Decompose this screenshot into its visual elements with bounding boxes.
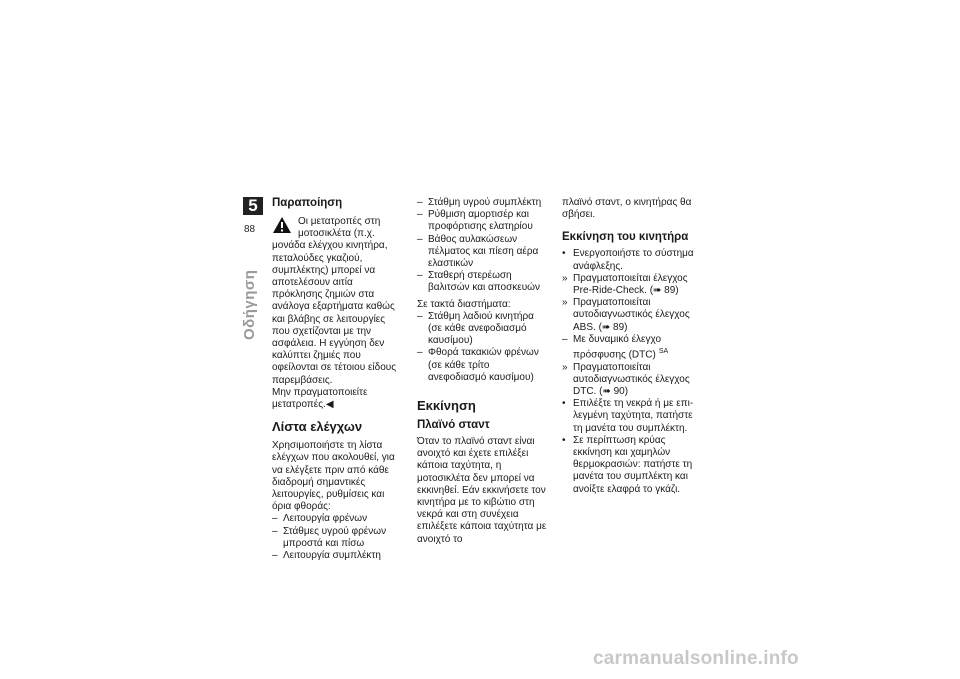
start-heading: Εκκίνηση	[417, 398, 476, 414]
list-item: – Στάθμη λαδιού κινητήρα (σε κάθε ανεφοδιασμό καυσίμου)	[417, 310, 534, 347]
side-stand-text: Όταν το πλαϊνό σταντ είναι ανοιχτό και έχετε επιλέξει κάποια ταχύτητα, η μοτοσικλέτα δεν μπορεί να εκκινηθεί. Εάν εκκινήσετε τον κινητήρα με το κιβώτιο στη νεκρά και στη συνέχεια επιλέξετε κάποια ταχύτητα με ανοιχτό το	[417, 436, 547, 545]
warning-text: Οι μετατροπές στη μοτοσικλέτα (π.χ. μονάδα ελέγχου κινητήρα, πεταλούδες γκαζιού, συμπλέκτης) μπορεί να αποτελέσουν αιτία πρόκλησης ζημιών στα ανάλογα εξαρτήματα καθώς και βλάβης σε λειτουργίες που σχετίζονται με την ασφάλεια. Η εγγύηση δεν καλύπτει ζημιές που οφείλονται σε τέτοιου είδους παρεμβάσεις.	[272, 216, 397, 386]
step-item: » Πραγματοποιείται αυτοδιαγνωστικός έλεγχος DTC. (➠ 90)	[562, 361, 690, 397]
warning-block	[272, 216, 405, 411]
interval-list	[417, 311, 550, 384]
checklist-continued	[417, 197, 550, 295]
optional-equipment-badge: SA	[658, 348, 669, 356]
step-item: • Σε περίπτωση κρύας εκκίνηση και χαμηλών θερμοκρασιών: πατήστε τη μανέτα του συμπλέκτη και ανοίξτε ελαφρά το γκάζι.	[562, 434, 693, 495]
interval-text: Σε τακτά διαστήματα:	[417, 298, 511, 310]
page-number: 88	[244, 224, 256, 235]
step-item: – Με δυναμικό έλεγχο πρόσφυσης (DTC) $^{SA}$	[562, 333, 669, 361]
engine-start-steps	[562, 248, 694, 495]
step-item: • Επιλέξτε τη νεκρά ή με επιλεγμένη ταχύτητα, πατήστε τη μανέτα του συμπλέκτη.	[562, 398, 694, 434]
checklist-intro: Χρησιμοποιήστε τη λίστα ελέγχων που ακολουθεί, για να ελέγξετε πριν από κάθε διαδρομή σημαντικές λειτουργίες, ρυθμίσεις και όρια φθοράς:	[272, 440, 395, 513]
list-item: – Βάθος αυλακώσεων πέλματος και πίεση αέρα ελαστικών	[417, 233, 539, 270]
engine-start-heading: Εκκίνηση του κινητήρα	[562, 231, 689, 244]
warning-closing: Μην πραγματοποιείτε μετατροπές.◀	[272, 386, 368, 411]
list-item: – Στάθμες υγρού φρένων μπροστά και πίσω	[272, 525, 387, 549]
list-item: – Ρύθμιση αμορτισέρ και προφόρτισης ελατηρίου	[417, 209, 533, 233]
checklist	[272, 513, 405, 562]
checklist-heading: Λίστα ελέγχων	[272, 419, 363, 435]
warning-triangle-icon	[272, 216, 292, 234]
list-item: – Στάθμη υγρού συμπλέκτη	[417, 197, 542, 208]
step-item: » Πραγματοποιείται αυτοδιαγνωστικός έλεγχος ABS. (➠ 89)	[562, 297, 690, 333]
list-item: – Φθορά τακακιών φρένων (σε κάθε τρίτο ανεφοδιασμό καυσίμου)	[417, 347, 539, 383]
column-3	[562, 197, 694, 496]
column-1	[272, 197, 405, 562]
chapter-label: Οδήγηση	[241, 269, 258, 340]
list-item: – Λειτουργία φρένων	[272, 513, 368, 525]
list-item: – Σταθερή στερέωση βαλιτσών και αποσκευών	[417, 270, 540, 294]
side-stand-text-continued: πλαϊνό σταντ, ο κινητήρας θα σβήσει.	[562, 197, 692, 221]
side-stand-heading: Πλαϊνό σταντ	[417, 419, 490, 432]
list-item: – Λειτουργία συμπλέκτη	[272, 550, 381, 562]
watermark: carmanualsonline.info	[593, 648, 799, 669]
step-item: • Ενεργοποιήστε το σύστημα ανάφλεξης.	[562, 248, 694, 272]
column-2	[417, 197, 550, 546]
chapter-number: 5	[243, 197, 263, 215]
step-item: » Πραγματοποιείται έλεγχος Pre-Ride-Check. (➠ 89)	[562, 272, 688, 297]
warning-heading: Παραποίηση	[272, 197, 343, 209]
